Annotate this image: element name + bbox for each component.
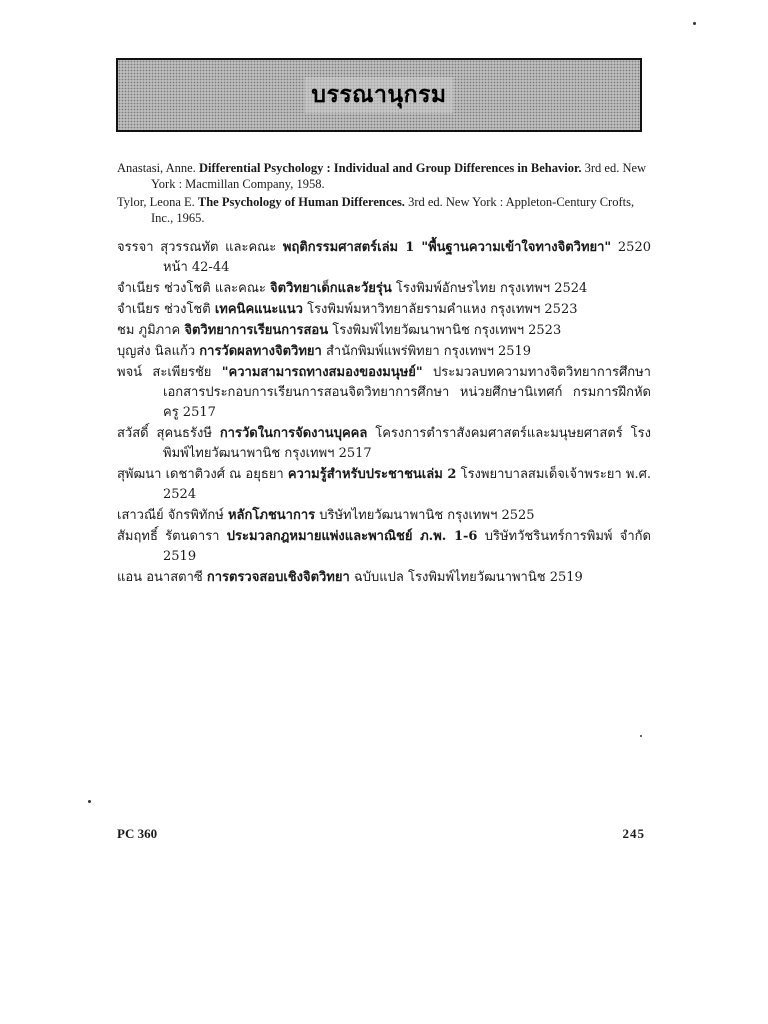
reference-author: เสาวณีย์ จักรพิทักษ์ — [117, 508, 228, 523]
reference-author: สุพัฒนา เดชาติวงศ์ ณ อยุธยา — [117, 467, 288, 482]
reference-title: The Psychology of Human Differences. — [197, 195, 405, 209]
reference-entry — [117, 424, 651, 464]
reference-entry — [117, 527, 651, 567]
reference-entry — [117, 300, 651, 320]
reference-title: Differential Psychology : Individual and Group Differences in Behavior. — [198, 161, 582, 175]
reference-title: จิตวิทยาการเรียนการสอน — [184, 323, 329, 338]
reference-publication: ประมวลบทความทางจิตวิทยาการศึกษา เอกสารประกอบการเรียนการสอนจิตวิทยาการศึกษา หน่วยศึกษานิเทศก์ กรมการฝึกหัดครู 2517 — [163, 365, 651, 420]
reference-entry — [117, 321, 651, 341]
thai-references — [117, 238, 651, 588]
reference-title: หลักโภชนาการ — [227, 508, 316, 523]
reference-title: เทคนิคแนะแนว — [214, 302, 303, 317]
section-title: บรรณานุกรม — [305, 77, 452, 113]
reference-publication: โรงพิมพ์ไทยวัฒนาพานิช กรุงเทพฯ 2523 — [328, 323, 562, 338]
reference-entry — [117, 568, 651, 588]
reference-author: แอน อนาสตาซี — [117, 570, 207, 585]
reference-publication: โครงการตำราสังคมศาสตร์และมนุษยศาสตร์ โรงพิมพ์ไทยวัฒนาพานิช กรุงเทพฯ 2517 — [163, 426, 651, 461]
reference-publication: 2520 หน้า 42-44 — [163, 240, 651, 275]
scan-speck — [640, 735, 642, 737]
reference-publication: โรงพยาบาลสมเด็จเจ้าพระยา พ.ศ. 2524 — [163, 467, 651, 502]
reference-author: จรรจา สุวรรณทัต และคณะ — [117, 240, 283, 255]
reference-publication: 3rd ed. New York : Macmillan Company, 1958. — [151, 161, 647, 191]
reference-title: พฤติกรรมศาสตร์เล่ม 1 "พื้นฐานความเข้าใจทางจิตวิทยา" — [282, 240, 612, 255]
reference-publication: 3rd ed. New York : Appleton-Century Crofts, Inc., 1965. — [151, 195, 635, 225]
reference-title: การตรวจสอบเชิงจิตวิทยา — [206, 570, 350, 585]
reference-entry — [117, 363, 651, 423]
reference-entry — [117, 160, 651, 192]
reference-title: จิตวิทยาเด็กและวัยรุ่น — [270, 281, 392, 296]
reference-entry — [117, 465, 651, 505]
reference-author: ชม ภูมิภาค — [117, 323, 185, 338]
bibliography-list — [117, 160, 651, 589]
section-header-box — [116, 58, 642, 132]
reference-publication: ฉบับแปล โรงพิมพ์ไทยวัฒนาพานิช 2519 — [349, 570, 583, 585]
reference-title: "ความสามารถทางสมองของมนุษย์" — [221, 365, 423, 380]
english-references — [117, 160, 651, 226]
reference-title: ประมวลกฎหมายแพ่งและพาณิชย์ ภ.พ. 1-6 — [226, 529, 478, 544]
reference-entry — [117, 279, 651, 299]
scan-speck — [693, 22, 696, 25]
reference-entry — [117, 194, 651, 226]
reference-author: สัมฤทธิ์ รัตนดารา — [117, 529, 227, 544]
reference-author: พจน์ สะเพียรชัย — [117, 365, 222, 380]
reference-entry — [117, 342, 651, 362]
reference-author: สวัสดิ์ สุคนธรังษี — [117, 426, 220, 441]
page-number: 245 — [622, 826, 645, 841]
scan-speck — [88, 800, 91, 803]
reference-author: จำเนียร ช่วงโชติ และคณะ — [117, 281, 271, 296]
reference-title: การวัดผลทางจิตวิทยา — [199, 344, 322, 359]
reference-publication: โรงพิมพ์อักษรไทย กรุงเทพฯ 2524 — [391, 281, 588, 296]
reference-publication: สำนักพิมพ์แพร่พิทยา กรุงเทพฯ 2519 — [321, 344, 532, 359]
reference-author: บุญส่ง นิลแก้ว — [117, 344, 200, 359]
reference-entry — [117, 238, 651, 278]
reference-publication: โรงพิมพ์มหาวิทยาลัยรามคำแหง กรุงเทพฯ 2523 — [302, 302, 578, 317]
reference-publication: บริษัทวัชรินทร์การพิมพ์ จำกัด 2519 — [163, 529, 651, 564]
reference-title: การวัดในการจัดงานบุคคล — [219, 426, 368, 441]
course-code: PC 360 — [117, 826, 158, 841]
reference-author: Anastasi, Anne. — [117, 161, 199, 175]
reference-author: จำเนียร ช่วงโชติ — [117, 302, 215, 317]
reference-entry — [117, 506, 651, 526]
reference-publication: บริษัทไทยวัฒนาพานิช กรุงเทพฯ 2525 — [315, 508, 535, 523]
reference-title: ความรู้สำหรับประชาชนเล่ม 2 — [287, 467, 457, 482]
reference-author: Tylor, Leona E. — [117, 195, 198, 209]
